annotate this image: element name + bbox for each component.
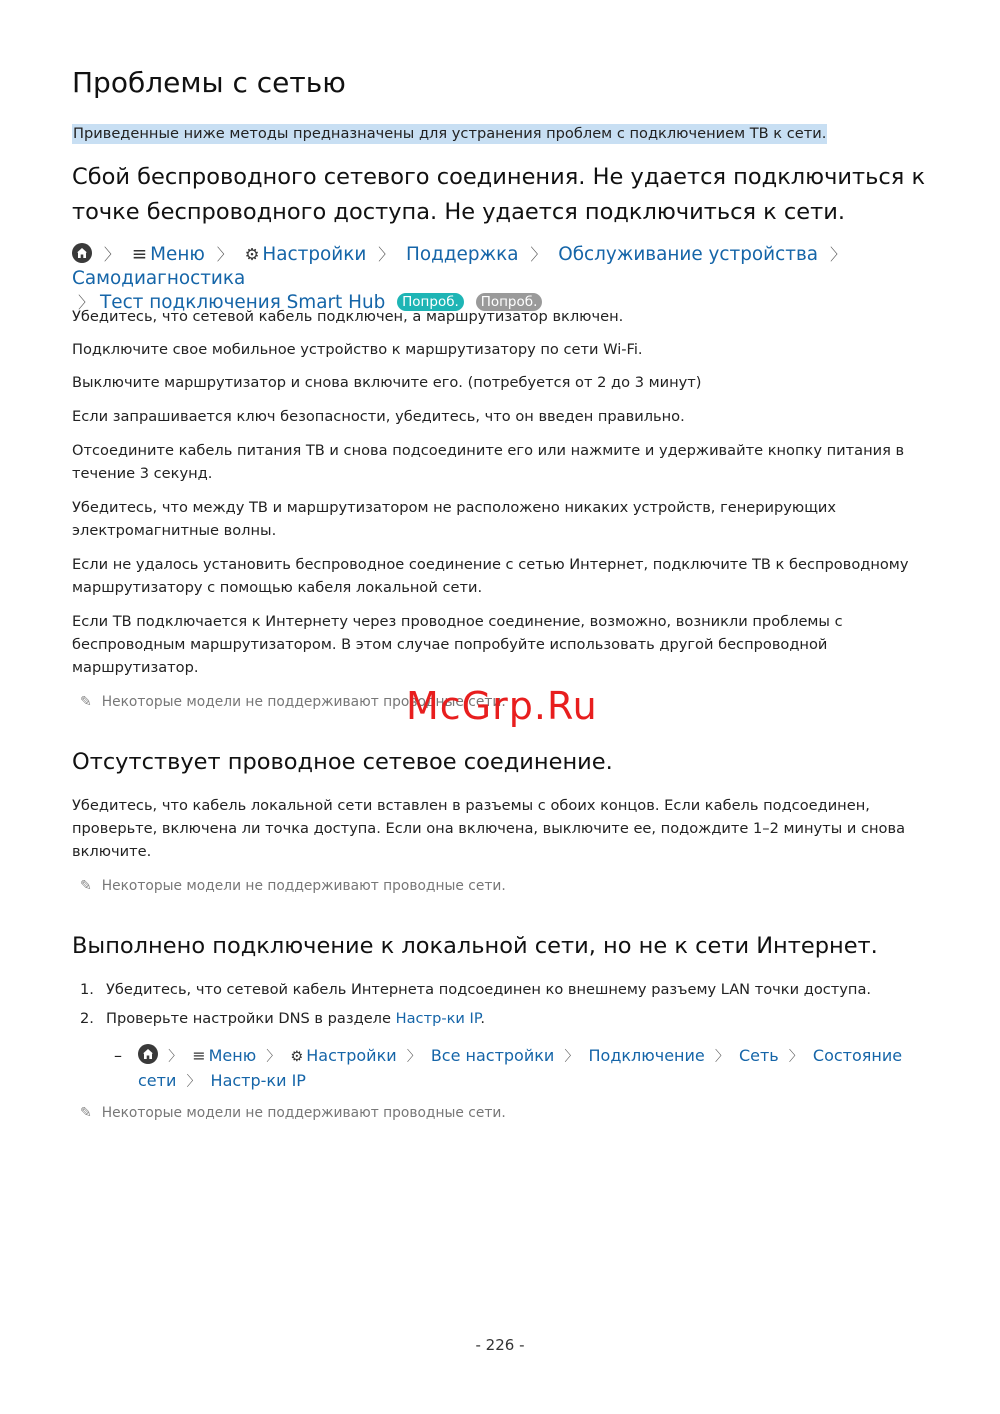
paragraph: Убедитесь, что сетевой кабель подключен, а маршрутизатор включен. [72, 308, 624, 325]
paragraph: Убедитесь, что между ТВ и маршрутизатором не расположено никаких устройств, генерирующих электромагнитные волны. [72, 499, 837, 539]
paragraph: Подключите свое мобильное устройство к маршрутизатору по сети Wi-Fi. [72, 341, 643, 358]
steps-list [72, 980, 871, 1038]
paragraph: Если ТВ подключается к Интернету через проводное соединение, возможно, возникли проблемы с беспроводным маршрутизатором. В этом случае попробуйте использовать другой беспроводной маршрутизатор. [72, 613, 843, 676]
path-item-network[interactable]: Сеть [738, 1046, 779, 1065]
path-item-device-care[interactable]: Обслуживание устройства [558, 244, 819, 265]
paragraph: Если запрашивается ключ безопасности, убедитесь, что он введен правильно. [72, 408, 685, 425]
home-icon [138, 1044, 158, 1064]
pencil-icon: ✎ [80, 694, 92, 710]
note: ✎ Некоторые модели не поддерживают проводные сети. [80, 694, 506, 710]
path-item-settings[interactable]: ⚙ Настройки [290, 1046, 397, 1065]
page-number: - 226 - [475, 1336, 525, 1354]
path-item-self-diagnosis[interactable]: Самодиагностика [72, 268, 246, 289]
path-item-all-settings[interactable]: Все настройки [430, 1046, 555, 1065]
chevron-right-icon: 〉 [406, 1049, 421, 1065]
chevron-right-icon: 〉 [788, 1049, 803, 1065]
paragraph: Если не удалось установить беспроводное соединение с сетью Интернет, подключите ТВ к беспроводному маршрутизатору с помощью кабеля локальной сети. [72, 556, 909, 596]
chevron-right-icon: 〉 [168, 1049, 183, 1065]
chevron-right-icon: 〉 [378, 245, 395, 264]
ip-settings-link[interactable]: Настр-ки IP [395, 1010, 481, 1027]
try-now-button[interactable]: Попроб. [397, 293, 464, 311]
intro-text: Приведенные ниже методы предназначены для устранения проблем с подключением ТВ к сети. [73, 125, 827, 142]
path-item-network-status[interactable]: Состояние сети [138, 1046, 903, 1090]
paragraph: Выключите маршрутизатор и снова включите его. (потребуется от 2 до 3 минут) [72, 374, 702, 391]
watermark-logo: McGrp.Ru [406, 684, 598, 728]
path-item-connection[interactable]: Подключение [588, 1046, 705, 1065]
chevron-right-icon: 〉 [714, 1049, 729, 1065]
chevron-right-icon: 〉 [530, 245, 547, 264]
path-item-support[interactable]: Поддержка [406, 244, 519, 265]
pencil-icon: ✎ [80, 1105, 92, 1121]
path-item-menu[interactable]: ≡ Меню [131, 244, 205, 265]
chevron-right-icon: 〉 [103, 245, 120, 264]
paragraph: Отсоедините кабель питания ТВ и снова подсоедините его или нажмите и удерживайте кнопку питания в течение 3 секунд. [72, 442, 905, 482]
section3-heading: Выполнено подключение к локальной сети, но не к сети Интернет. [72, 933, 878, 959]
paragraph: Убедитесь, что кабель локальной сети вставлен в разъемы с обоих концов. Если кабель подсоединен, проверьте, включена ли точка доступа. Если она включена, выключите ее, подождите 1–2 минуты и снова включите. [72, 797, 906, 860]
pencil-icon: ✎ [80, 878, 92, 894]
chevron-right-icon: 〉 [564, 1049, 579, 1065]
path-item-settings[interactable]: ⚙ Настройки [244, 244, 367, 265]
path-item-ip-settings[interactable]: Настр-ки IP [210, 1071, 306, 1090]
section2-heading: Отсутствует проводное сетевое соединение. [72, 749, 613, 775]
chevron-right-icon: 〉 [266, 1049, 281, 1065]
path-item-menu[interactable]: ≡ Меню [192, 1046, 257, 1065]
menu-icon: ≡ [192, 1046, 206, 1065]
gear-icon: ⚙ [290, 1049, 304, 1065]
chevron-right-icon: 〉 [78, 293, 95, 312]
chevron-right-icon: 〉 [186, 1074, 201, 1090]
try-now-button-disabled[interactable]: Попроб. [476, 293, 543, 311]
home-icon [72, 243, 92, 263]
path-item-smart-hub-test[interactable]: Тест подключения Smart Hub [100, 292, 386, 313]
list-dash: – [114, 1046, 122, 1065]
note: ✎ Некоторые модели не поддерживают проводные сети. [80, 878, 506, 894]
section1-heading: Сбой беспроводного сетевого соединения. Не удается подключиться к точке беспроводного доступа. Не удается подключиться к сети. [72, 164, 926, 225]
note: ✎ Некоторые модели не поддерживают проводные сети. [80, 1105, 506, 1121]
chevron-right-icon: 〉 [829, 245, 846, 264]
menu-icon: ≡ [131, 244, 148, 265]
chevron-right-icon: 〉 [216, 245, 233, 264]
gear-icon: ⚙ [244, 245, 260, 264]
page-title: Проблемы с сетью [72, 66, 346, 99]
list-item: 2. Проверьте настройки DNS в разделе Настр-ки IP. [80, 1010, 486, 1027]
list-item: 1. Убедитесь, что сетевой кабель Интернета подсоединен ко внешнему разъему LAN точки доступа. [80, 981, 872, 998]
section3-menu-path [138, 1044, 928, 1094]
